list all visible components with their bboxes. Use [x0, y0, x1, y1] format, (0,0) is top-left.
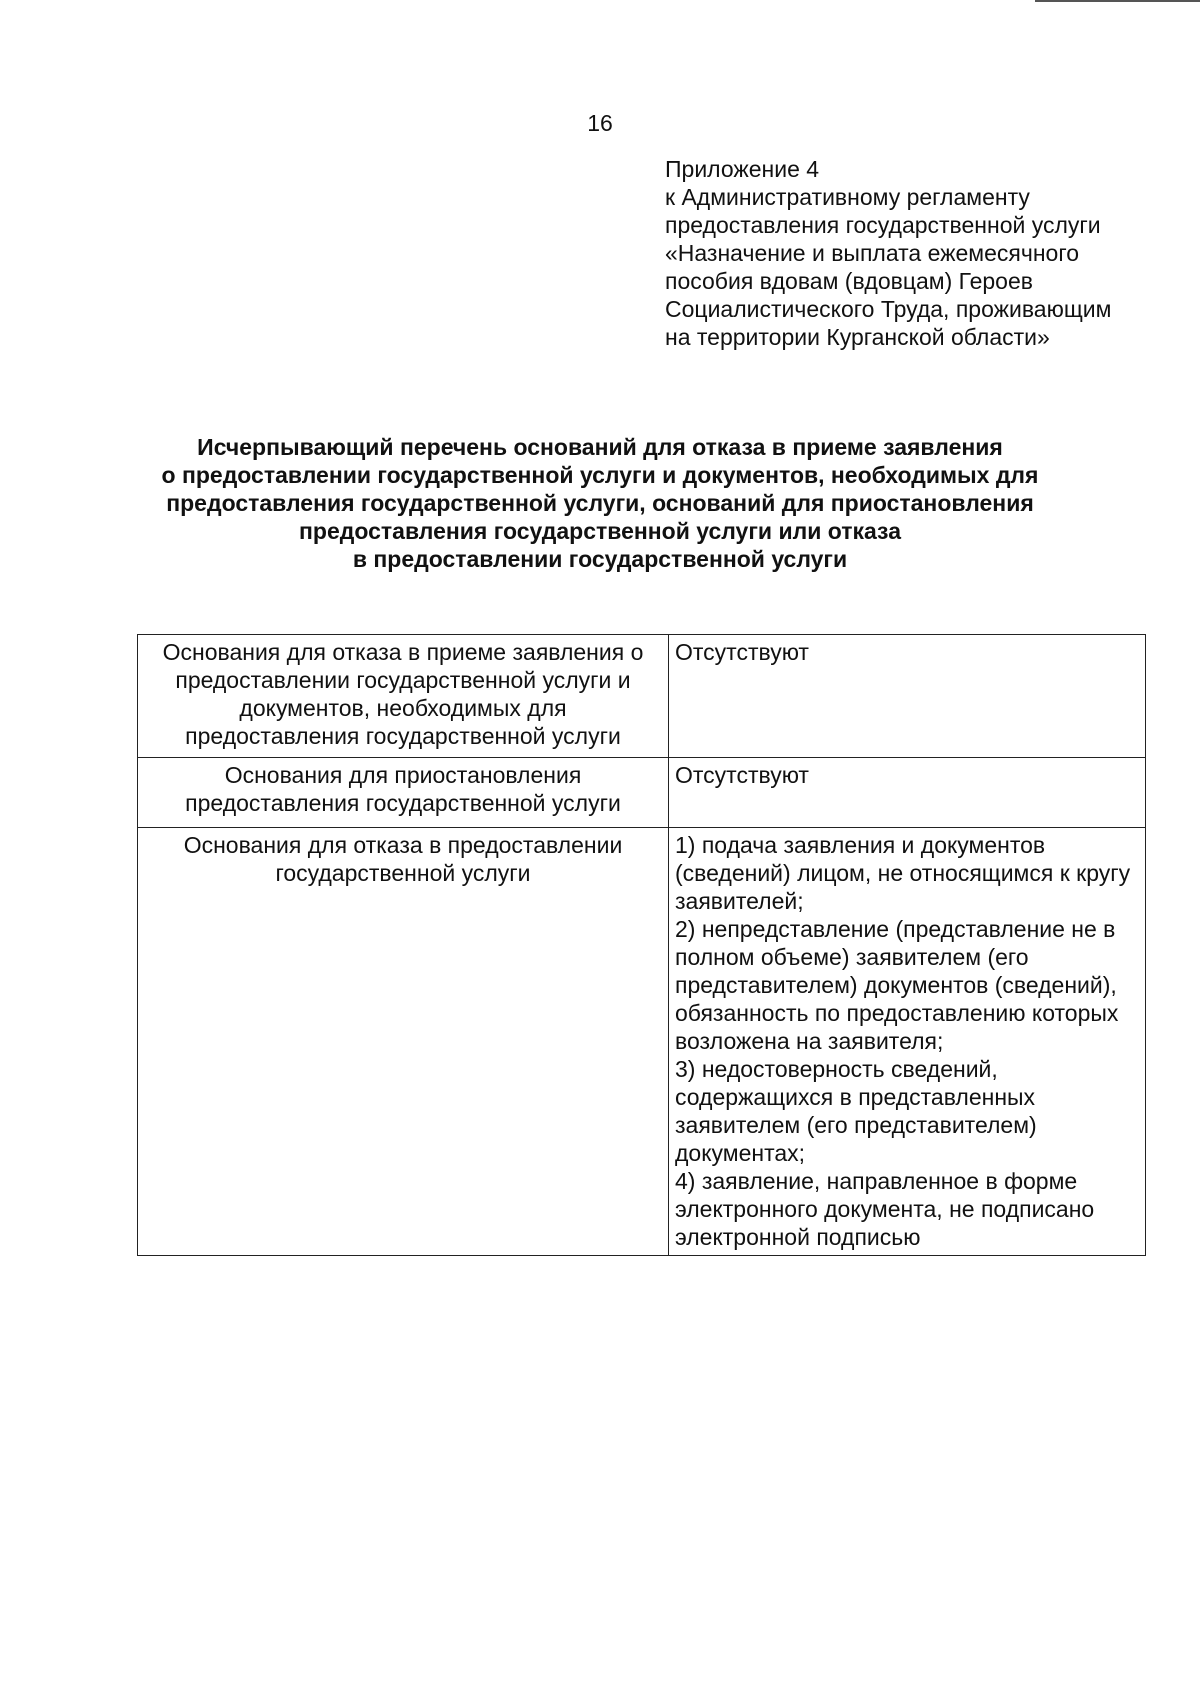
row-label-line: предоставления государственной услуги [185, 723, 621, 749]
row-value-line: документах; [675, 1140, 806, 1166]
page-number [0, 110, 1200, 137]
row-label-line: предоставлении государственной услуги и [175, 667, 631, 693]
appendix-line: Социалистического Труда, проживающим [665, 296, 1112, 322]
row-value-line: 4) заявление, направленное в форме [675, 1168, 1078, 1194]
appendix-line: Приложение 4 [665, 156, 820, 182]
row-label-line: документов, необходимых для [239, 695, 567, 721]
grounds-table [137, 634, 1146, 1256]
row-value-line: заявителем (его представителем) [675, 1112, 1037, 1138]
row-value-line: Отсутствуют [675, 639, 809, 665]
row-label-line: Основания для отказа в приеме заявления о [162, 639, 644, 665]
row-value-line: 1) подача заявления и документов [675, 832, 1046, 858]
row-value-line: содержащихся в представленных [675, 1084, 1036, 1110]
row-value-line: представителем) документов (сведений), [675, 972, 1117, 998]
title-line: в предоставлении государственной услуги [352, 546, 848, 572]
row-value-line: 3) недостоверность сведений, [675, 1056, 998, 1082]
row-label-cell [138, 635, 669, 758]
title-line: предоставления государственной услуги, оснований для приостановления [166, 490, 1034, 516]
row-value-line: электронного документа, не подписано [675, 1196, 1095, 1222]
row-value-line: обязанность по предоставлению которых [675, 1000, 1119, 1026]
row-label-line: Основания для приостановления [224, 762, 582, 788]
appendix-line: предоставления государственной услуги [665, 212, 1101, 238]
row-label-line: государственной услуги [275, 860, 531, 886]
table-row [138, 828, 1146, 1256]
appendix-line: пособия вдовам (вдовцам) Героев [665, 268, 1033, 294]
title-line: о предоставлении государственной услуги и документов, необходимых для [161, 462, 1039, 488]
appendix-line: «Назначение и выплата ежемесячного [665, 240, 1079, 266]
row-value-cell [669, 828, 1146, 1256]
page-number-text: 16 [587, 110, 613, 136]
appendix-line: на территории Курганской области» [665, 324, 1050, 350]
row-label-line: Основания для отказа в предоставлении [183, 832, 623, 858]
row-value-line: заявителей; [675, 888, 804, 914]
row-value-line: полном объеме) заявителем (его [675, 944, 1029, 970]
table-row [138, 635, 1146, 758]
row-value-line: Отсутствуют [675, 762, 809, 788]
title-line: Исчерпывающий перечень оснований для отказа в приеме заявления [197, 434, 1003, 460]
document-title [100, 433, 1100, 573]
row-value-line: (сведений) лицом, не относящимся к кругу [675, 860, 1131, 886]
row-value-cell [669, 758, 1146, 828]
table-row [138, 758, 1146, 828]
appendix-line: к Административному регламенту [665, 184, 1030, 210]
row-value-cell [669, 635, 1146, 758]
row-label-cell [138, 828, 669, 1256]
row-value-line: 2) непредставление (представление не в [675, 916, 1116, 942]
row-label-cell [138, 758, 669, 828]
scan-edge-mark [1035, 0, 1200, 2]
row-label-line: предоставления государственной услуги [185, 790, 621, 816]
row-value-line: электронной подписью [675, 1224, 921, 1250]
row-value-line: возложена на заявителя; [675, 1028, 944, 1054]
appendix-reference [665, 155, 1185, 351]
title-line: предоставления государственной услуги или отказа [299, 518, 901, 544]
